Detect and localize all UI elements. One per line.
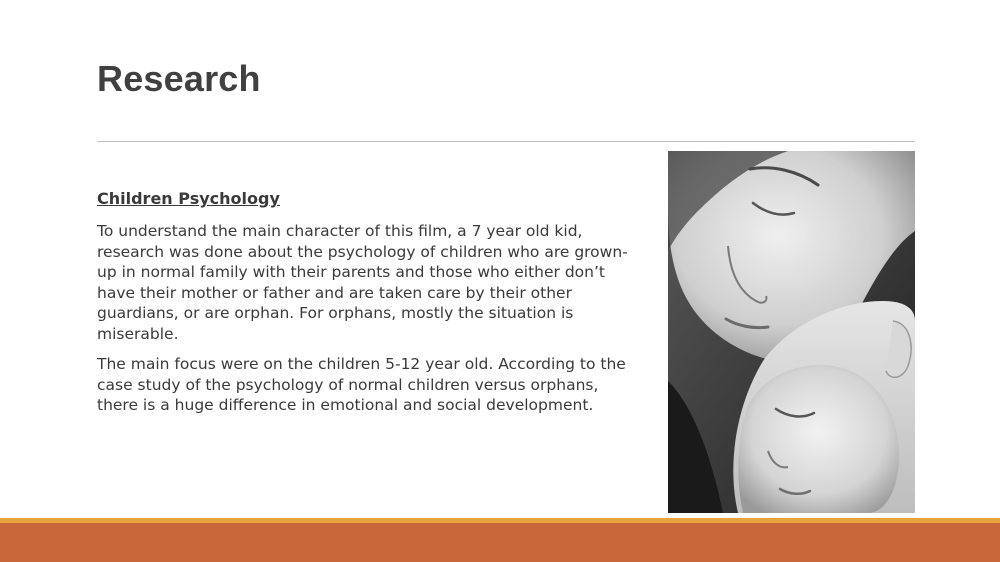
title-divider — [97, 141, 915, 142]
mother-child-photo — [668, 151, 915, 513]
section-heading: Children Psychology — [97, 189, 280, 208]
paragraph-focus: The main focus were on the children 5-12 year old. According to the case study of the psychology of normal children versus orphans, there is a huge difference in emotional and social development. — [97, 355, 626, 414]
content-body — [97, 187, 632, 426]
paragraph-intro: To understand the main character of this film, a 7 year old kid, research was done about the psychology of children who are grown-up in normal family with their parents and those who either don’t have their mother or father and are taken care by their other guardians, or are orphan. For orphans, mostly the situation is miserable. — [97, 222, 628, 343]
photo-illustration — [668, 151, 915, 513]
slide-title: Research — [97, 58, 261, 99]
footer-band — [0, 523, 1000, 562]
